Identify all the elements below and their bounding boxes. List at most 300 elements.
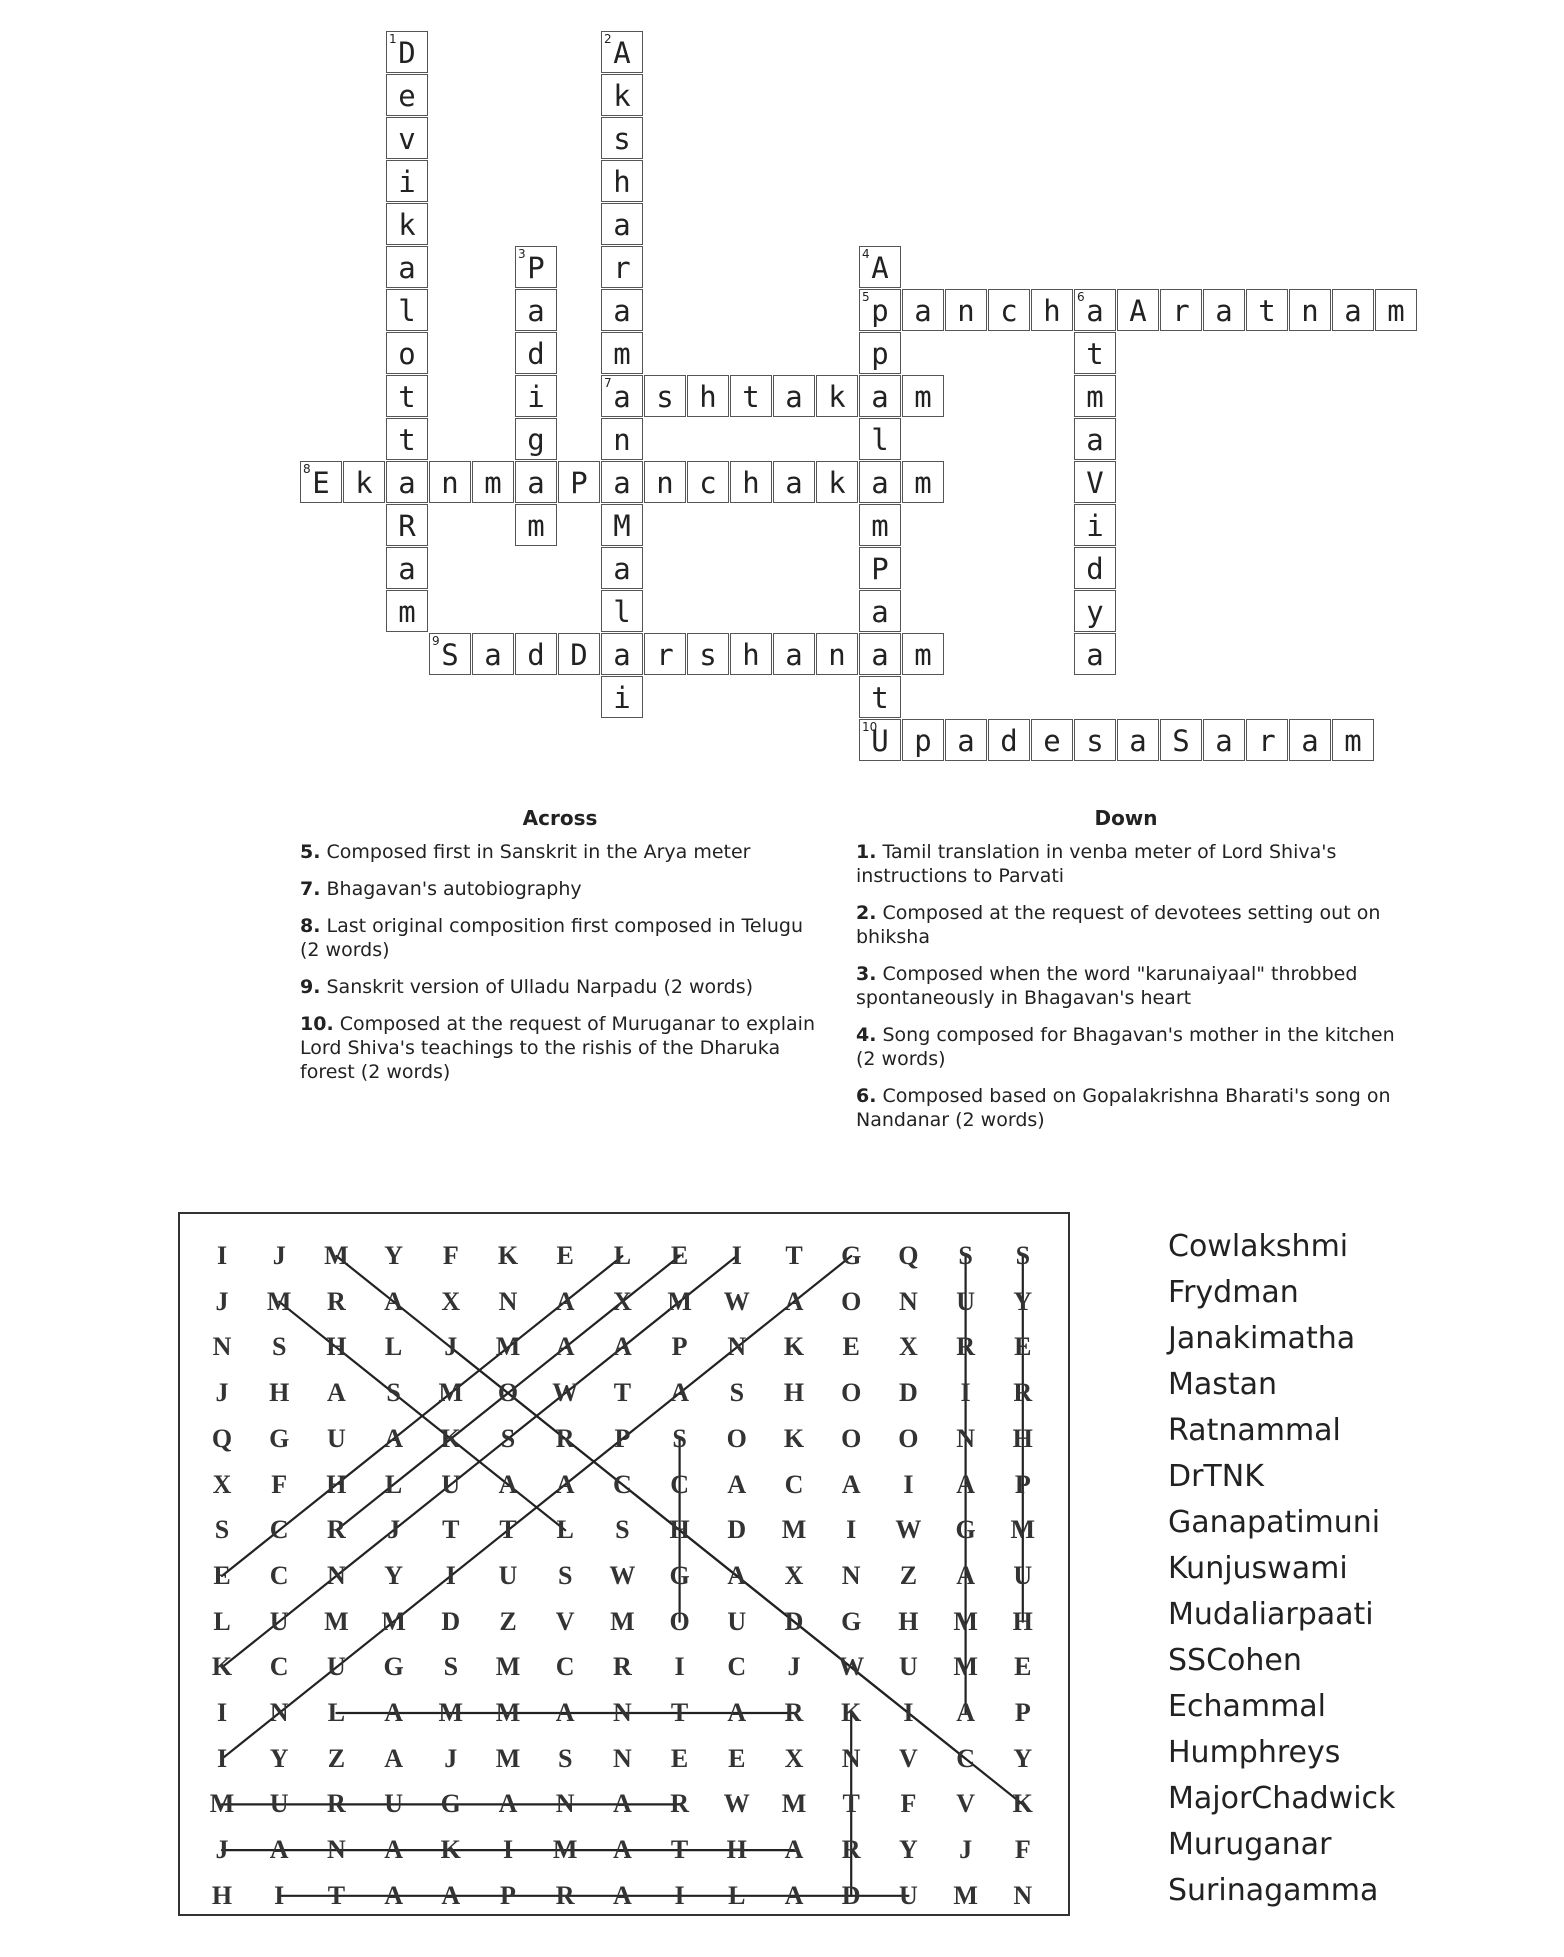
- word-search-letter: M: [1010, 1515, 1036, 1545]
- crossword-cell: k: [816, 461, 858, 503]
- crossword-cell: m: [1375, 289, 1417, 331]
- word-search-letter: V: [555, 1606, 575, 1636]
- word-search-letter: R: [555, 1423, 575, 1453]
- crossword-cell: h: [601, 160, 643, 202]
- word-search-letter: Y: [384, 1241, 403, 1270]
- crossword-cell: h: [730, 461, 772, 503]
- word-search-letter: K: [440, 1835, 461, 1865]
- word-search-letter: C: [555, 1652, 575, 1682]
- crossword-cell: a: [1332, 289, 1374, 331]
- word-search-letter: M: [266, 1286, 292, 1316]
- word-search-letter: E: [670, 1743, 689, 1773]
- word-search-letter: V: [899, 1743, 918, 1773]
- word-search-letter: A: [670, 1378, 689, 1408]
- word-list-item: DrTNK: [1168, 1459, 1264, 1494]
- crossword-cell: a: [773, 461, 815, 503]
- crossword-cell: a: [1117, 719, 1159, 761]
- crossword-cell: h: [687, 375, 729, 417]
- crossword-cell: a: [1203, 719, 1245, 761]
- word-search-letter: J: [959, 1835, 973, 1865]
- crossword-cell: a: [902, 289, 944, 331]
- word-search-letter: P: [614, 1423, 631, 1453]
- word-search-letter: R: [327, 1286, 346, 1316]
- word-search-letter: L: [613, 1241, 632, 1270]
- word-list-item: Frydman: [1168, 1275, 1299, 1310]
- word-search-letter: W: [609, 1560, 636, 1590]
- crossword-cell: n: [1289, 289, 1331, 331]
- crossword-cell: g: [515, 418, 557, 460]
- word-search-letter: N: [327, 1560, 346, 1590]
- crossword-cell: 3 P: [515, 246, 557, 288]
- word-search-letter: I: [846, 1515, 857, 1545]
- word-search-letter: U: [899, 1880, 918, 1910]
- word-search-letter: R: [784, 1698, 804, 1727]
- word-search-letter: C: [784, 1469, 804, 1499]
- crossword-cell: n: [644, 461, 686, 503]
- word-search-letter: D: [841, 1880, 861, 1910]
- word-search-letter: G: [440, 1789, 461, 1819]
- word-search-letter: L: [728, 1880, 746, 1910]
- clue-number: 2: [604, 32, 612, 46]
- down-clue-2: 2. Composed at the request of devotees setting out on bhiksha: [856, 902, 1381, 948]
- clue-number: 7: [604, 376, 612, 390]
- crossword-cell: a: [1074, 418, 1116, 460]
- word-search-letter: P: [500, 1880, 516, 1910]
- crossword-cell: m: [902, 633, 944, 675]
- crossword-cell: a: [601, 547, 643, 589]
- crossword-cell: s: [1074, 719, 1116, 761]
- across-clue-5: 5. Composed first in Sanskrit in the Arya meter: [300, 841, 751, 863]
- word-search-letter: A: [956, 1469, 975, 1499]
- word-search-letter: X: [784, 1560, 804, 1590]
- word-search-letter: P: [671, 1332, 688, 1362]
- word-search-letter: H: [669, 1515, 690, 1545]
- word-search-letter: T: [670, 1698, 689, 1727]
- word-search-letter: S: [443, 1652, 459, 1682]
- word-search-letter: G: [841, 1241, 862, 1270]
- crossword-cell: a: [515, 289, 557, 331]
- clue-number: 4: [862, 247, 870, 261]
- crossword-cell: 10 U: [859, 719, 901, 761]
- across-clue-10: 10. Composed at the request of Muruganar to explain Lord Shiva's teachings to the rishis of the Dharuka forest (2 words): [300, 1013, 816, 1083]
- word-search-letter: H: [269, 1378, 290, 1408]
- word-search-letter: V: [956, 1789, 975, 1819]
- word-search-letter: I: [674, 1880, 685, 1910]
- clue-number: 3: [518, 247, 526, 261]
- crossword-cell: t: [1246, 289, 1288, 331]
- word-search-letter: R: [956, 1332, 975, 1362]
- word-search-letter: T: [499, 1515, 517, 1545]
- word-search-letter: W: [723, 1789, 750, 1819]
- crossword-cell: h: [730, 633, 772, 675]
- word-search-letter: A: [727, 1469, 747, 1499]
- word-search-letter: S: [672, 1423, 687, 1453]
- word-search-letter: M: [667, 1286, 692, 1316]
- word-search-letter: K: [1012, 1789, 1033, 1819]
- crossword-cell: e: [386, 74, 428, 116]
- word-list-item: Echammal: [1168, 1689, 1327, 1724]
- crossword-cell: a: [945, 719, 987, 761]
- crossword-cell: 6 a: [1074, 289, 1116, 331]
- crossword-cell: a: [515, 461, 557, 503]
- word-search-letter: O: [497, 1378, 519, 1408]
- word-search-letter: E: [670, 1241, 689, 1270]
- down-clue-1: 1. Tamil translation in venba meter of Lord Shiva's instructions to Parvati: [856, 841, 1337, 887]
- word-search-letter: T: [785, 1241, 803, 1270]
- word-search-letter: M: [324, 1606, 349, 1636]
- word-search-letter: H: [726, 1835, 747, 1865]
- word-search-letter: F: [442, 1241, 459, 1270]
- word-search-letter: S: [557, 1560, 573, 1590]
- word-search-letter: K: [497, 1241, 519, 1270]
- clue-number: 1: [389, 32, 397, 46]
- down-heading: Down: [1094, 806, 1158, 830]
- word-list-item: Cowlakshmi: [1168, 1229, 1349, 1264]
- crossword-cell: m: [1332, 719, 1374, 761]
- crossword-cell: k: [816, 375, 858, 417]
- word-search-letter: A: [384, 1698, 403, 1727]
- word-search-letter: Q: [898, 1241, 919, 1270]
- word-search-letter: I: [731, 1241, 742, 1270]
- crossword-cell: 1 D: [386, 31, 428, 73]
- word-search-letter: I: [445, 1560, 456, 1590]
- word-list-item: Muruganar: [1168, 1827, 1332, 1862]
- across-clue-8: 8. Last original composition first composed in Telugu (2 words): [300, 915, 804, 961]
- crossword-cell: t: [386, 375, 428, 417]
- word-search-letter: L: [384, 1469, 403, 1499]
- across-clue-7: 7. Bhagavan's autobiography: [300, 878, 582, 900]
- word-search-letter: K: [211, 1652, 233, 1682]
- word-search-letter: X: [212, 1469, 232, 1499]
- word-search-letter: U: [956, 1286, 975, 1316]
- word-search-letter: J: [444, 1332, 458, 1362]
- word-search-letter: Y: [1013, 1286, 1033, 1316]
- word-search-letter: U: [327, 1423, 346, 1453]
- word-search-letter: O: [841, 1423, 862, 1453]
- crossword-cell: m: [386, 590, 428, 632]
- word-search-letter: R: [670, 1789, 689, 1819]
- word-search-letter: I: [502, 1835, 514, 1865]
- word-search-letter: I: [903, 1469, 914, 1499]
- word-search-letter: C: [727, 1652, 747, 1682]
- crossword-cell: 7 a: [601, 375, 643, 417]
- word-search-letter: G: [669, 1560, 690, 1590]
- word-search-letter: K: [783, 1423, 805, 1453]
- word-search-letter: G: [955, 1515, 976, 1545]
- crossword-cell: m: [902, 461, 944, 503]
- crossword-cell: s: [687, 633, 729, 675]
- across-clues: [300, 806, 820, 1097]
- word-search-letter: M: [438, 1698, 464, 1727]
- word-search-letter: M: [953, 1652, 978, 1682]
- crossword-cell: A: [1117, 289, 1159, 331]
- word-search-letter: R: [327, 1789, 346, 1819]
- word-search-letter: D: [784, 1606, 804, 1636]
- word-search-letter: O: [841, 1286, 862, 1316]
- crossword-cell: a: [601, 289, 643, 331]
- crossword-cell: p: [902, 719, 944, 761]
- crossword-cell: s: [601, 117, 643, 159]
- word-search-letter: Z: [327, 1743, 346, 1773]
- word-list-item: Mudaliarpaati: [1168, 1597, 1374, 1632]
- word-search-letter: Z: [499, 1606, 517, 1636]
- word-search-letter: M: [495, 1332, 521, 1362]
- word-search-letter: A: [841, 1469, 861, 1499]
- clue-number: 5: [862, 290, 870, 304]
- word-search-letter: P: [1014, 1469, 1031, 1499]
- word-search-letter: J: [387, 1515, 401, 1545]
- crossword-cell: m: [472, 461, 514, 503]
- crossword-cell: h: [1031, 289, 1073, 331]
- word-search-letter: L: [384, 1332, 403, 1362]
- word-search-letter: A: [613, 1789, 632, 1819]
- crossword-cell: i: [1074, 504, 1116, 546]
- crossword-cell: t: [730, 375, 772, 417]
- crossword-cell: n: [429, 461, 471, 503]
- word-search-letter: U: [899, 1652, 918, 1682]
- word-search-letter: E: [1014, 1332, 1032, 1362]
- word-search-letter: M: [781, 1515, 807, 1545]
- word-search-letter: Z: [899, 1560, 918, 1590]
- word-search-letter: A: [555, 1469, 575, 1499]
- crossword-cell: d: [515, 332, 557, 374]
- word-search-letter: U: [327, 1652, 346, 1682]
- crossword-cell: m: [902, 375, 944, 417]
- crossword-cell: 9 S: [429, 633, 471, 675]
- word-search-letter: A: [384, 1286, 403, 1316]
- word-search-letter: A: [555, 1698, 575, 1727]
- word-search-letter: N: [1013, 1880, 1033, 1910]
- crossword-cell: k: [343, 461, 385, 503]
- crossword-cell: S: [1160, 719, 1202, 761]
- word-search-letter: A: [956, 1698, 975, 1727]
- clue-number: 10: [862, 720, 878, 734]
- word-search-letter: O: [669, 1606, 690, 1636]
- crossword-cell: n: [601, 418, 643, 460]
- word-search-letter: G: [383, 1652, 404, 1682]
- word-search-letter: X: [613, 1286, 632, 1316]
- word-search-letter: A: [384, 1743, 403, 1773]
- crossword-cell: p: [859, 332, 901, 374]
- word-search-letter: M: [781, 1789, 807, 1819]
- word-search-letter: L: [556, 1515, 574, 1545]
- word-search-letter: W: [838, 1652, 865, 1682]
- word-search-letter: U: [384, 1789, 403, 1819]
- word-search-letter: C: [269, 1652, 289, 1682]
- word-search-letter: S: [214, 1515, 230, 1545]
- crossword-cell: s: [644, 375, 686, 417]
- word-search-letter: A: [384, 1880, 403, 1910]
- word-search-letter: X: [784, 1743, 804, 1773]
- word-search-letter: M: [953, 1880, 978, 1910]
- word-search-letter: M: [610, 1606, 635, 1636]
- word-search-letter: R: [327, 1515, 346, 1545]
- crossword-cell: m: [601, 332, 643, 374]
- word-search-letter: A: [613, 1880, 632, 1910]
- clue-number: 9: [432, 634, 440, 648]
- word-search-letter: M: [495, 1698, 521, 1727]
- crossword-cell: a: [773, 633, 815, 675]
- word-search-letter: N: [613, 1698, 632, 1727]
- word-search-letter: J: [215, 1378, 229, 1408]
- crossword-cell: a: [859, 461, 901, 503]
- word-search-letter: Y: [384, 1560, 403, 1590]
- crossword-cell: a: [386, 461, 428, 503]
- word-search-letter: N: [498, 1286, 518, 1316]
- word-search-letter: Y: [1013, 1743, 1033, 1773]
- word-search-letter: M: [953, 1606, 978, 1636]
- crossword-cell: R: [386, 504, 428, 546]
- word-search-letter: I: [274, 1880, 285, 1910]
- word-search-letter: T: [842, 1789, 860, 1819]
- crossword-cell: a: [859, 633, 901, 675]
- crossword-cell: i: [515, 375, 557, 417]
- word-search-letter: M: [495, 1743, 521, 1773]
- word-search-letter: C: [269, 1515, 289, 1545]
- word-search-letter: E: [556, 1241, 574, 1270]
- word-search-letter: T: [327, 1880, 346, 1910]
- word-search-letter: N: [841, 1743, 861, 1773]
- crossword-cell: 2 A: [601, 31, 643, 73]
- word-list-item: Kunjuswami: [1168, 1551, 1348, 1586]
- word-search-letter: H: [326, 1332, 347, 1362]
- word-search-letter: R: [613, 1652, 632, 1682]
- word-search-letter: U: [269, 1789, 289, 1819]
- word-search-letter: U: [1013, 1560, 1033, 1590]
- crossword-cell: a: [1289, 719, 1331, 761]
- word-search-letter: S: [729, 1378, 745, 1408]
- word-search-letter: A: [384, 1835, 403, 1865]
- word-search-letter: A: [613, 1332, 632, 1362]
- crossword-cell: P: [859, 547, 901, 589]
- word-list-item: MajorChadwick: [1168, 1781, 1396, 1816]
- word-search-letter: A: [555, 1286, 575, 1316]
- word-search-letter: D: [899, 1378, 918, 1408]
- word-list-item: Humphreys: [1168, 1735, 1341, 1770]
- crossword-cell: r: [1246, 719, 1288, 761]
- word-search-letter: W: [552, 1378, 579, 1408]
- word-search-letter: K: [783, 1332, 805, 1362]
- crossword-cell: a: [386, 246, 428, 288]
- word-search-letter: W: [723, 1286, 750, 1316]
- crossword-cell: m: [1074, 375, 1116, 417]
- word-search-letter: H: [211, 1880, 233, 1910]
- word-search-letter: A: [269, 1835, 289, 1865]
- crossword-cell: i: [601, 676, 643, 718]
- word-search-letter: H: [898, 1606, 919, 1636]
- word-search-letter: S: [557, 1743, 573, 1773]
- crossword-cell: m: [515, 504, 557, 546]
- word-search-letter: H: [326, 1469, 347, 1499]
- word-search-letter: P: [1014, 1698, 1031, 1727]
- word-search-letter: I: [216, 1241, 228, 1270]
- word-search-letter: U: [269, 1606, 289, 1636]
- word-search-letter: M: [324, 1241, 349, 1270]
- word-search-letter: I: [903, 1698, 914, 1727]
- word-search-letter: L: [327, 1698, 346, 1727]
- word-search-grid: [178, 1212, 1070, 1916]
- word-search-letter: N: [841, 1560, 861, 1590]
- word-search-letter: C: [269, 1560, 289, 1590]
- word-search-letter: A: [498, 1789, 518, 1819]
- crossword-cell: o: [386, 332, 428, 374]
- crossword-cell: r: [644, 633, 686, 675]
- crossword-cell: 5 p: [859, 289, 901, 331]
- word-search-letter: X: [441, 1286, 461, 1316]
- word-search-letter: W: [895, 1515, 922, 1545]
- word-search-letter: A: [727, 1698, 747, 1727]
- word-list-item: Janakimatha: [1168, 1321, 1356, 1356]
- word-search-letter: F: [271, 1469, 288, 1499]
- word-list: [1168, 1224, 1395, 1914]
- word-search-letter: A: [384, 1423, 403, 1453]
- word-search-letter: A: [441, 1880, 461, 1910]
- crossword-cell: m: [859, 504, 901, 546]
- crossword-cell: 4 A: [859, 246, 901, 288]
- word-search-letter: N: [613, 1743, 632, 1773]
- crossword-cell: t: [859, 676, 901, 718]
- word-search-letter: M: [438, 1378, 464, 1408]
- word-search-letter: D: [727, 1515, 747, 1545]
- word-search-letter: A: [784, 1880, 804, 1910]
- word-search-letter: T: [442, 1515, 460, 1545]
- word-search-letter: J: [444, 1743, 458, 1773]
- crossword-cell: P: [558, 461, 600, 503]
- word-search-letter: S: [271, 1332, 287, 1362]
- crossword-cell: v: [386, 117, 428, 159]
- word-search-letter: S: [1015, 1241, 1031, 1270]
- word-list-item: Ganapatimuni: [1168, 1505, 1381, 1540]
- word-search-letter: M: [209, 1789, 235, 1819]
- word-search-letter: J: [787, 1652, 801, 1682]
- down-clue-3: 3. Composed when the word "karunaiyaal" throbbed spontaneously in Bhagavan's heart: [856, 963, 1358, 1009]
- crossword-cell: k: [386, 203, 428, 245]
- word-search-letter: T: [670, 1835, 689, 1865]
- word-search-letter: L: [213, 1606, 231, 1636]
- word-search-letter: A: [555, 1332, 575, 1362]
- word-search-letter: A: [784, 1286, 804, 1316]
- word-search-letter: N: [327, 1835, 346, 1865]
- word-list-item: SSCohen: [1168, 1643, 1302, 1678]
- crossword-cell: y: [1074, 590, 1116, 632]
- clue-number: 6: [1077, 290, 1085, 304]
- word-search-letter: A: [613, 1835, 632, 1865]
- word-search-letter: O: [841, 1378, 862, 1408]
- crossword-cell: a: [1074, 633, 1116, 675]
- word-search-letter: F: [1014, 1835, 1031, 1865]
- word-search-letter: C: [670, 1469, 689, 1499]
- word-list-item: Ratnammal: [1168, 1413, 1341, 1448]
- down-clue-6: 6. Composed based on Gopalakrishna Bharati's song on Nandanar (2 words): [856, 1085, 1391, 1131]
- word-search-letter: C: [613, 1469, 632, 1499]
- word-search-letter: H: [1012, 1423, 1033, 1453]
- word-search-letter: T: [613, 1378, 632, 1408]
- word-search-letter: F: [900, 1789, 917, 1819]
- crossword-cell: l: [601, 590, 643, 632]
- word-search-letter: A: [327, 1378, 346, 1408]
- crossword-cell: k: [601, 74, 643, 116]
- word-search-letter: N: [269, 1698, 289, 1727]
- crossword-cell: a: [386, 547, 428, 589]
- word-search-letter: M: [552, 1835, 578, 1865]
- word-search-letter: D: [441, 1606, 461, 1636]
- crossword-cell: r: [1160, 289, 1202, 331]
- word-search-letter: N: [727, 1332, 747, 1362]
- word-search-letter: J: [272, 1241, 286, 1270]
- word-search-letter: I: [216, 1743, 228, 1773]
- word-search-letter: K: [841, 1698, 862, 1727]
- word-search-letter: E: [842, 1332, 860, 1362]
